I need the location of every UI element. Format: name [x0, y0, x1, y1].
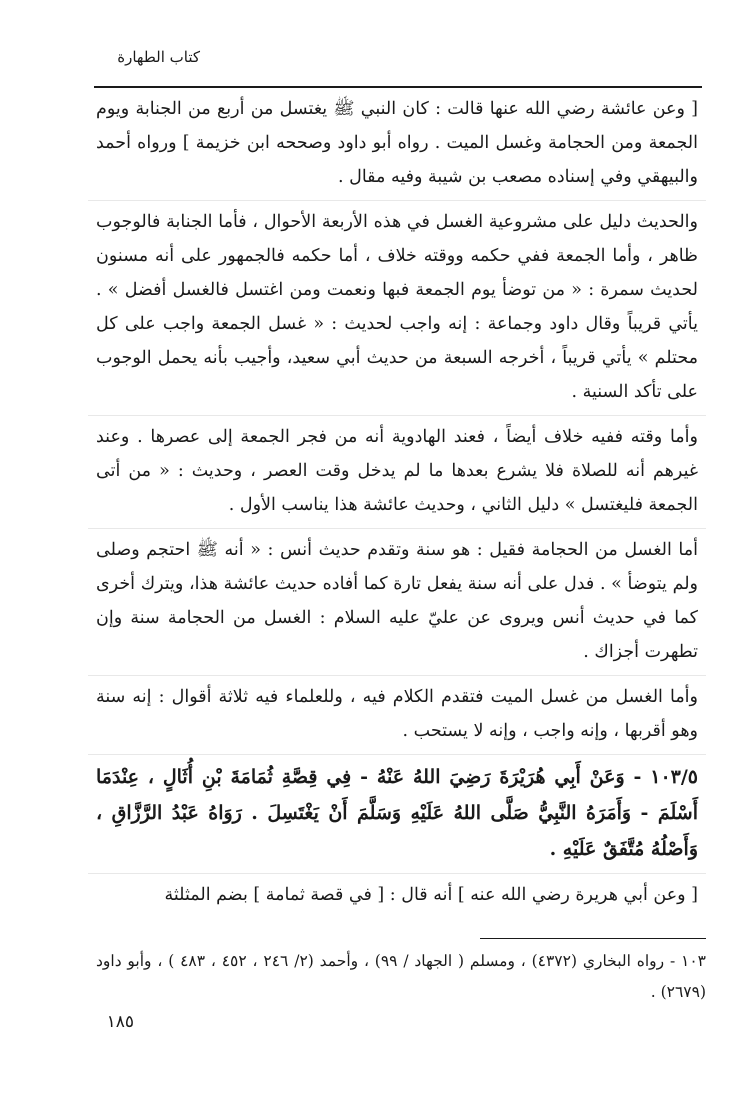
footnote-rule	[480, 938, 706, 939]
page-number: ١٨٥	[106, 1012, 134, 1032]
paragraph-commentary: [ وعن أبي هريرة رضي الله عنه ] أنه قال : [ في قصة ثمامة ] بضم المثلثة	[164, 885, 698, 905]
paragraph-washing-dead-bath: وأما الغسل من غسل الميت فتقدم الكلام فيه ، وللعلماء فيه ثلاثة أقوال : إنه سنة وهو أقربها ، وإنه واجب ، وإنه لا يستحب .	[88, 676, 706, 755]
hadith-103-5: ١٠٣/٥ - وَعَنْ أَبِي هُرَيْرَةَ رَضِيَ اللهُ عَنْهُ - فِي قِصَّةِ ثُمَامَةَ بْنِ أُثَالٍ ، عِنْدَمَا أَسْلَمَ - وَأَمَرَهُ النَّبِيُّ صَلَّى اللهُ عَلَيْهِ وَسَلَّمَ أَنْ يَغْتَسِلَ . رَوَاهُ عَبْدُ الرَّزَّاقِ ، وَأَصْلُهُ مُتَّفَقٌ عَلَيْهِ .	[88, 755, 706, 874]
footnote-103: ١٠٣ - رواه البخاري (٤٣٧٢) ، ومسلم ( الجهاد / ٩٩) ، وأحمد (٢/ ٢٤٦ ، ٤٥٢ ، ٤٨٣ ) ، وأبو داود (٢٦٧٩) .	[96, 952, 707, 1001]
main-text	[88, 88, 706, 918]
paragraph-aisha-hadith: [ وعن عائشة رضي الله عنها قالت : كان النبي ﷺ يغتسل من أربع من الجنابة ويوم الجمعة ومن الحجامة وغسل الميت . رواه أبو داود وصححه ابن خزيمة ] ورواه أحمد والبيهقي وفي إسناده مصعب بن شيبة وفيه مقال .	[88, 88, 706, 201]
running-title: كتاب الطهارة	[117, 48, 200, 66]
paragraph-ruling-friday-bath: والحديث دليل على مشروعية الغسل في هذه الأربعة الأحوال ، فأما الجنابة فالوجوب ظاهر ، وأما الجمعة ففي حكمه ووقته خلاف ، أما حكمه فالجمهور على أنه مسنون لحديث سمرة : « من توضأ يوم الجمعة فبها ونعمت ومن اغتسل فالغسل أفضل » . يأتي قريباً وقال داود وجماعة : إنه واجب لحديث : « غسل الجمعة واجب على كل محتلم » يأتي قريباً ، أخرجه السبعة من حديث أبي سعيد، وأجيب بأنه يحمل الوجوب على تأكد السنية .	[88, 201, 706, 416]
paragraph-cupping-bath: أما الغسل من الحجامة فقيل : هو سنة وتقدم حديث أنس : « أنه ﷺ احتجم وصلى ولم يتوضأ » . فدل على أنه سنة يفعل تارة كما أفاده حديث عائشة هذا، ويترك أخرى كما في حديث أنس ويروى عن عليّ عليه السلام : الغسل من الحجامة سنة وإن تطهرت أجزاك .	[88, 529, 706, 676]
paragraph-time-of-bath: وأما وقته ففيه خلاف أيضاً ، فعند الهادوية أنه من فجر الجمعة إلى عصرها . وعند غيرهم أنه للصلاة فلا يشرع بعدها ما لم يدخل وقت العصر ، وحديث : « من أتى الجمعة فليغتسل » دليل الثاني ، وحديث عائشة هذا يناسب الأول .	[88, 416, 706, 529]
